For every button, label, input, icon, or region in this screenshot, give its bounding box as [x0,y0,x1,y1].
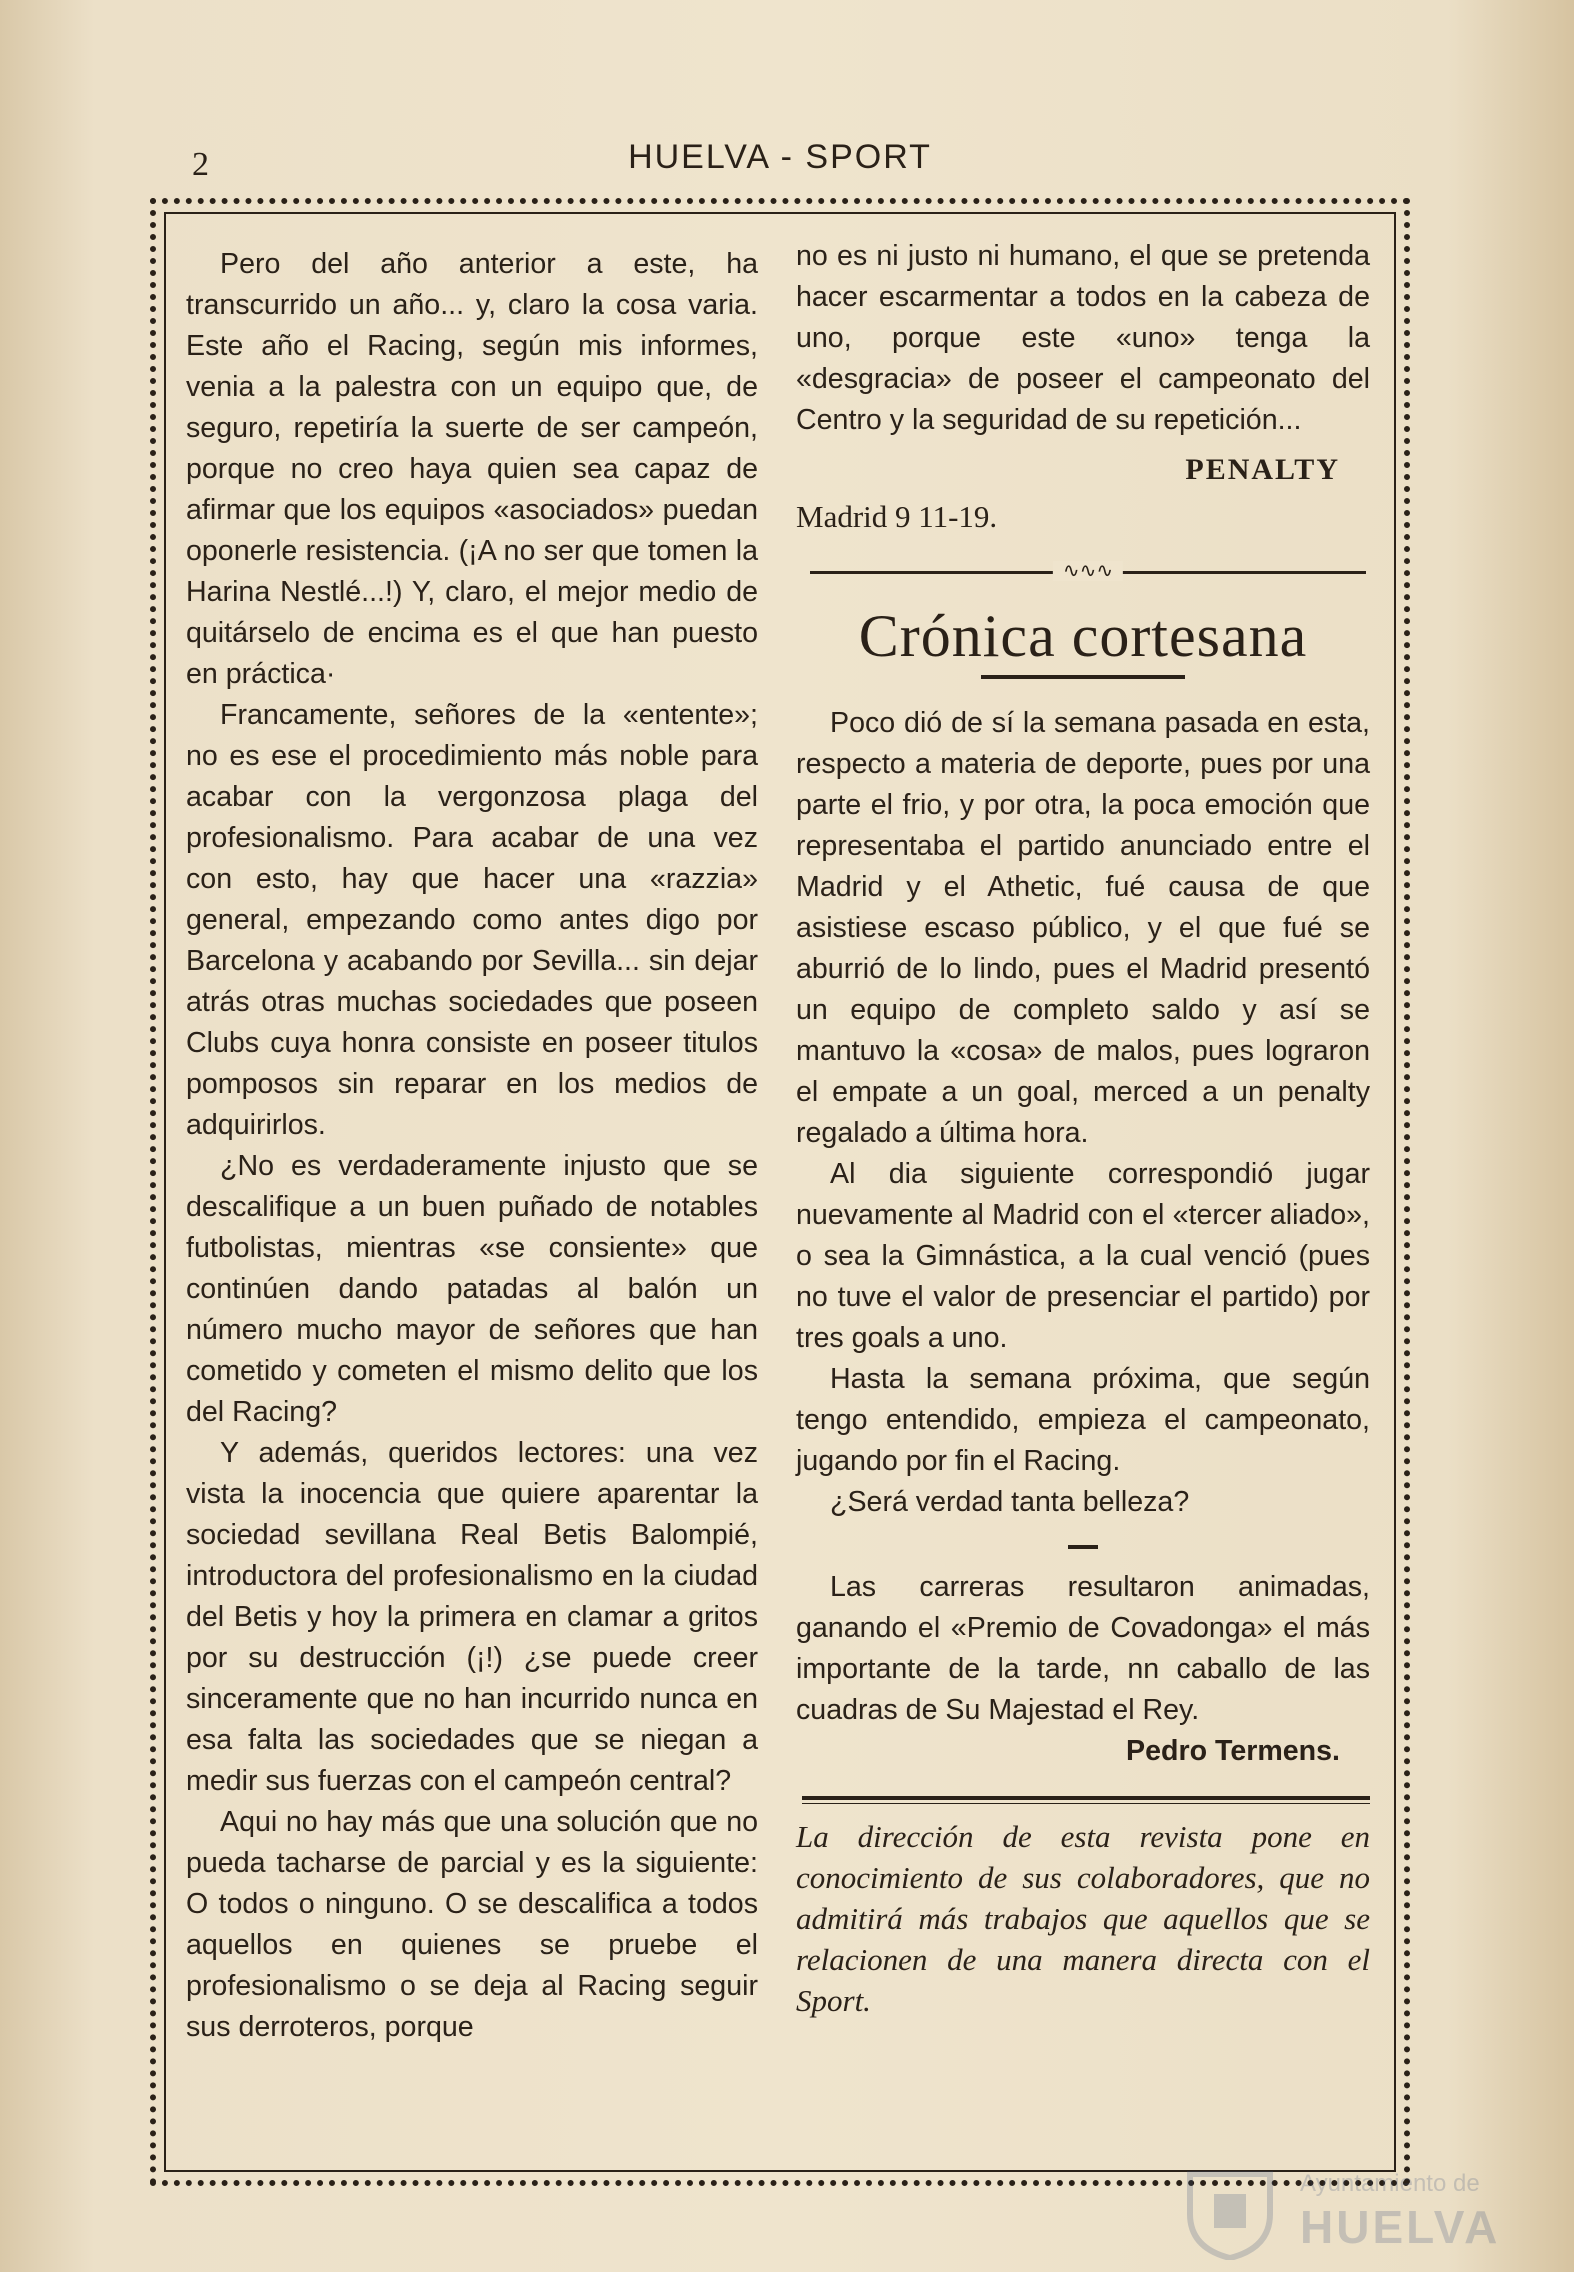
left-column [186,244,758,2048]
cronica-paragraph: Poco dió de sí la semana pasada en esta, respecto a materia de deporte, pues por una parte el frio, y por otra, la poca emoción que representaba el partido anunciado entre el Madrid y el Athetic, fué causa de que asistiese escaso público, y el que fué se aburrió de lo lindo, pues el Madrid presentó un equipo de completo saldo y así se mantuvo la «cosa» de malos, pues lograron el empate a un goal, merced a un penalty regalado a última hora. [796,707,1370,1149]
page-number: 2 [192,146,209,183]
short-separator [1068,1545,1098,1549]
left-paragraph: ¿No es verdaderamente injusto que se descalifique a un buen puñado de notables futbolistas, mientras «se consiente» que continúen dando patadas al balón un número mucho mayor de señores que han cometido y cometen el mismo delito que los del Racing? [186,1150,758,1428]
left-paragraph: Pero del año anterior a este, ha transcurrido un año... y, claro la cosa varia. Este año el Racing, según mis informes, venia a la palestra con un equipo que, de seguro, repetiría la suerte de ser campeón, porque no creo haya quien sea capaz de afirmar que los equipos «asociados» puedan oponerle resistencia. (¡A no ser que tomen la Harina Nestlé...!) Y, claro, el mejor medio de quitárselo de encima es el que han puesto en práctica· [186,248,758,690]
cronica-paragraph: ¿Será verdad tanta belleza? [830,1486,1190,1518]
continued-paragraph: no es ni justo ni humano, el que se pretenda hacer escarmentar a todos en la cabeza de uno, porque este «uno» tenga la «desgracia» de poseer el campeonato del Centro y la seguridad de su repetición... [796,240,1370,436]
flourish-icon: ∿∿∿ [1053,561,1123,581]
editorial-notice: La dirección de esta revista pone en conocimiento de sus colaboradores, que no admitirá más trabajos que aquellos que se relacionen de una manera directa con el Sport. [796,1819,1370,2018]
article-author: Pedro Termens. [1126,1735,1340,1767]
section-title: Crónica cortesana [858,603,1308,669]
watermark-line2: HUELVA [1300,2201,1501,2253]
double-rule-thick [802,1796,1370,1800]
crest-icon [1180,2164,1280,2260]
article-signature: PENALTY [1185,453,1340,486]
running-title: HUELVA - SPORT [628,138,932,176]
double-rule-thin [802,1803,1370,1804]
archive-watermark [1160,2160,1560,2260]
races-paragraph: Las carreras resultaron animadas, ganando el «Premio de Covadonga» el más importante de la tarde, nn caballo de las cuadras de Su Majestad el Rey. [796,1571,1370,1726]
left-paragraph: Francamente, señores de la «entente»; no es ese el procedimiento más noble para acabar con la vergonzosa plaga del profesionalismo. Para acabar de una vez con esto, hay que hacer una «razzia» general, empezando como antes digo por Barcelona y acabando por Sevilla... sin dejar atrás otras muchas sociedades que poseen Clubs cuya honra consiste en poseer titulos pomposos sin reparar en los medios de adquirirlos. [186,699,758,1141]
cronica-paragraph: Al dia siguiente correspondió jugar nuevamente al Madrid con el «tercer aliado», o sea la Gimnástica, a la cual venció (pues no tuve el valor de presenciar el partido) por tres goals a uno. [796,1158,1370,1354]
double-rule [802,1796,1370,1804]
ornamental-rule [810,561,1366,581]
title-underline [981,675,1185,679]
right-column [796,236,1370,2021]
left-paragraph: Aqui no hay más que una solución que no pueda tacharse de parcial y es la siguiente: O todos o ninguno. O se descalifica a todos aquellos en quienes se pruebe el profesionalismo o se deja al Racing seguir sus derroteros, porque [186,1806,758,2043]
dateline: Madrid 9 11-19. [796,499,998,534]
cronica-paragraph: Hasta la semana próxima, que según tengo entendido, empieza el campeonato, jugando por fin el Racing. [796,1363,1370,1477]
watermark-line1: Ayuntamiento de [1300,2170,1480,2197]
left-paragraph: Y además, queridos lectores: una vez vista la inocencia que quiere aparentar la sociedad sevillana Real Betis Balompié, introductora del profesionalismo en la ciudad del Betis y hoy la primera en clamar a gritos por su destrucción (¡!) ¿se puede creer sinceramente que no han incurrido nunca en esa falta las sociedades que se niegan a medir sus fuerzas con el campeón central? [186,1437,758,1797]
